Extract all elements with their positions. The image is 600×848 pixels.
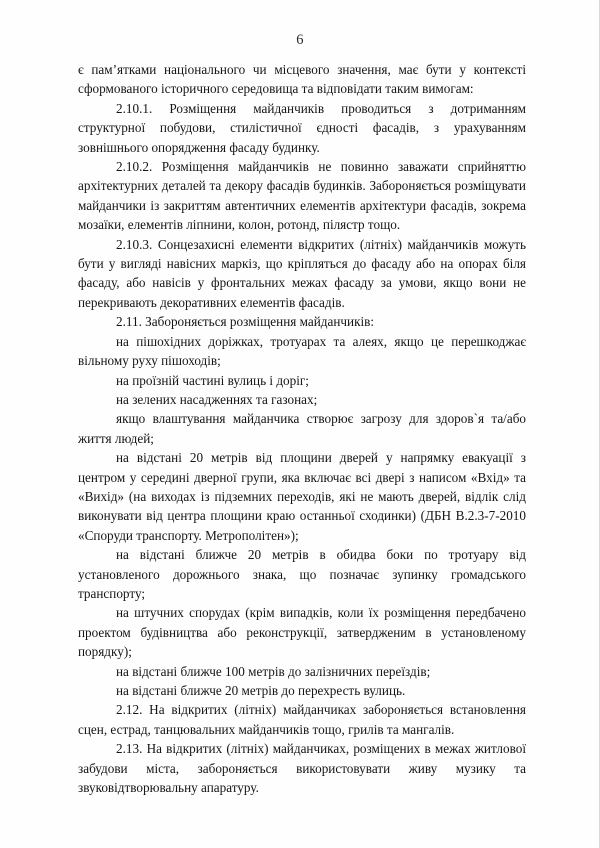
paragraph-clause-2-10-1: 2.10.1. Розміщення майданчиків проводиться з дотриманням структурної побудови, стилістичної єдності фасадів, з урахуванням зовнішнього опорядження фасаду будинку. xyxy=(78,100,526,155)
paragraph-clause-2-13: 2.13. На відкритих (літніх) майданчиках, розміщених в межах житлової забудови міста, забороняється використовувати живу музику та звуковідтворювальну апаратуру. xyxy=(78,741,526,796)
page-body-text xyxy=(78,60,526,797)
page-number: 6 xyxy=(296,32,304,48)
paragraph-clause-2-11-item-3: на зелених насадженнях та газонах; xyxy=(116,391,318,407)
paragraph-clause-2-11-head: 2.11. Забороняється розміщення майданчиків: xyxy=(116,314,375,330)
paragraph-continuation-intro: є пам’ятками національного чи місцевого значення, має бути у контексті сформованого історичного середовища та відповідати таким вимогам: xyxy=(78,62,526,97)
paragraph-clause-2-11-item-5: на відстані 20 метрів від площини дверей у напрямку евакуації з центром у середині дверної групи, яка включає всі двері з написом «Вхід» та «Вихід» (на виходах із підземних переходів, які не мають дверей, відлік слід виконувати від центра площини краю останньої сходинки) (ДБН В.2.3-7-2010 «Споруди транспорту. Метрополітен»); xyxy=(78,450,526,543)
paragraph-clause-2-11-item-1: на пішохідних доріжках, тротуарах та алеях, якщо це перешкоджає вільному руху пішоходів; xyxy=(78,333,526,369)
paragraph-clause-2-11-item-2: на проїзній частині вулиць і доріг; xyxy=(116,372,309,388)
paragraph-clause-2-12: 2.12. На відкритих (літніх) майданчиках забороняється встановлення сцен, естрад, танцювальних майданчиків тощо, грилів та мангалів. xyxy=(78,702,526,737)
paragraph-clause-2-11-item-9: на відстані ближче 20 метрів до перехресть вулиць. xyxy=(116,683,406,698)
paragraph-clause-2-10-2: 2.10.2. Розміщення майданчиків не повинно заважати сприйняттю архітектурних деталей та декору фасадів будинків. Забороняється розміщувати майданчики із закриттям автентичних елементів архітектури фасадів, зокрема мозаїки, елементів ліпнини, колон, ротонд, пілястр тощо. xyxy=(78,159,526,233)
paragraph-clause-2-11-item-7: на штучних спорудах (крім випадків, коли їх розміщення передбачено проектом будівництва або реконструкції, затвердженим в установленому порядку); xyxy=(78,605,526,660)
paragraph-clause-2-10-3: 2.10.3. Сонцезахисні елементи відкритих (літніх) майданчиків можуть бути у вигляді навісних маркіз, що кріпляться до фасаду або на опорах біля фасаду, або навісів у фронтальних межах фасаду за умови, якщо вони не перекривають декоративних елементів фасадів. xyxy=(78,236,526,310)
paragraph-clause-2-11-item-4: якщо влаштування майданчика створює загрозу для здоров`я та/або життя людей; xyxy=(78,411,526,446)
paragraph-clause-2-11-item-6: на відстані ближче 20 метрів в обидва боки по тротуару від установленого дорожнього знака, що позначає зупинку громадського транспорту; xyxy=(78,547,526,601)
paragraph-clause-2-11-item-8: на відстані ближче 100 метрів до залізничних переїздів; xyxy=(116,663,431,679)
